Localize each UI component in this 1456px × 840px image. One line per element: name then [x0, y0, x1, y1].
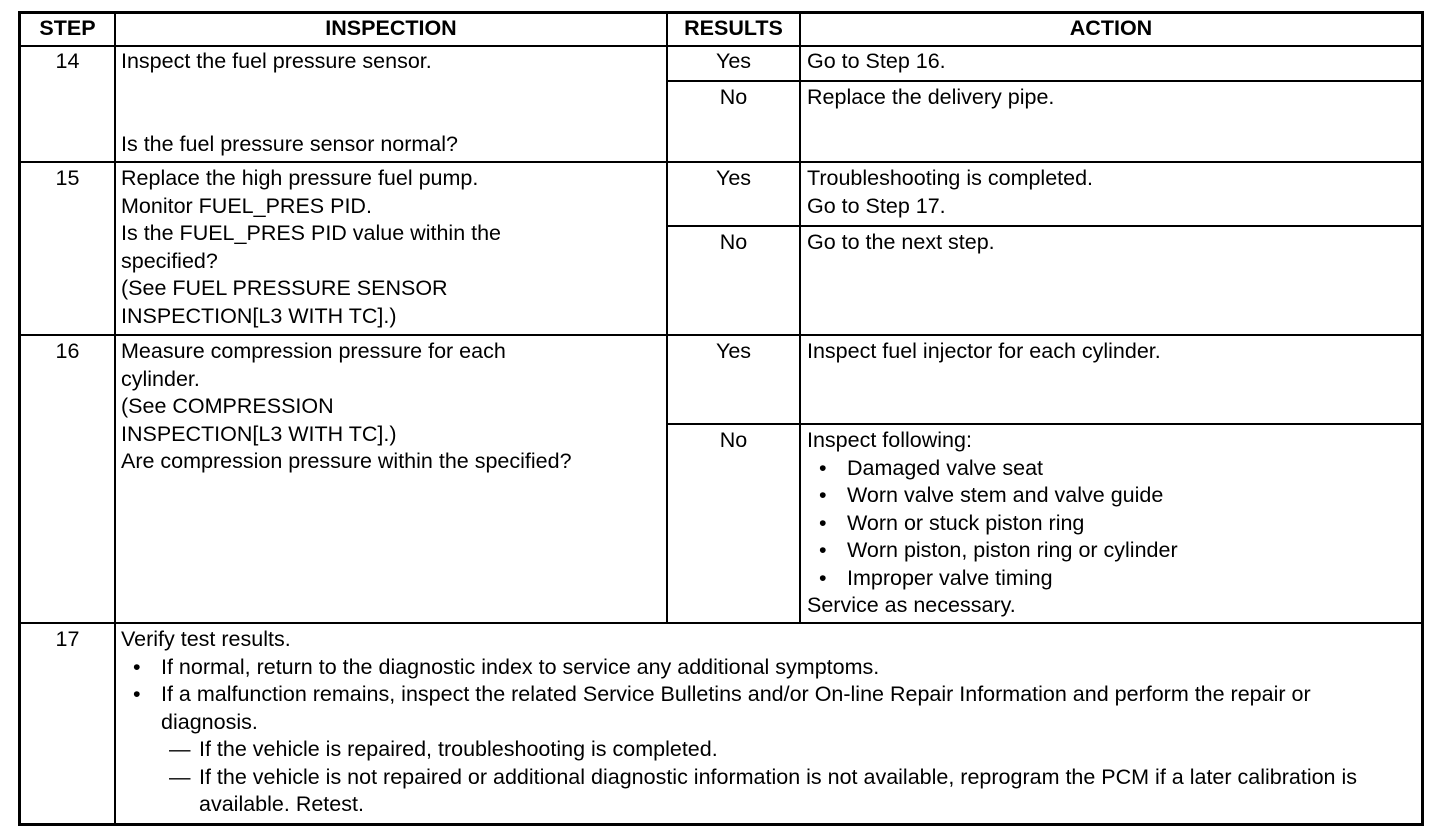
- action-no: [807, 427, 1417, 620]
- result-yes: Yes: [715, 166, 752, 190]
- header-step: STEP: [39, 16, 96, 40]
- action-line: Go to Step 17.: [807, 193, 946, 218]
- sub-list-item: [121, 764, 1411, 819]
- step-number: 17: [55, 627, 80, 651]
- row-divider: [666, 423, 1421, 425]
- action-yes: [807, 165, 1417, 220]
- sub-list-item: [121, 736, 1411, 764]
- action-yes: Inspect fuel injector for each cylinder.: [807, 339, 1161, 363]
- header-inspection: INSPECTION: [325, 16, 457, 40]
- list-item: • Worn piston, piston ring or cylinder: [807, 537, 1417, 565]
- list-item: • Worn valve stem and valve guide: [807, 482, 1417, 510]
- inspection-line: Is the FUEL_PRES PID value within the specified?: [121, 221, 502, 273]
- inspection-line: Inspect the fuel pressure sensor.: [121, 49, 432, 73]
- step-number: 14: [55, 49, 80, 73]
- final-instructions: [121, 626, 1411, 819]
- action-no: Replace the delivery pipe.: [807, 85, 1055, 109]
- row-divider: [666, 80, 1421, 82]
- column-divider: [114, 623, 116, 826]
- inspection-line: Measure compression pressure for each cylinder.: [121, 339, 506, 391]
- inspection-text: [121, 165, 591, 330]
- header-action: ACTION: [1069, 16, 1153, 40]
- result-yes: Yes: [715, 49, 752, 73]
- list-item: • Damaged valve seat: [807, 455, 1417, 483]
- action-outro: Service as necessary.: [807, 593, 1016, 617]
- inspection-line: Monitor FUEL_PRES PID.: [121, 193, 372, 218]
- inspection-line: Replace the high pressure fuel pump.: [121, 166, 479, 190]
- column-divider: [114, 14, 116, 623]
- action-no: Go to the next step.: [807, 230, 995, 254]
- inspection-text: [121, 338, 661, 476]
- row-divider: [21, 622, 1421, 624]
- list-item: • Worn or stuck piston ring: [807, 510, 1417, 538]
- list-item: • If a malfunction remains, inspect the related Service Bulletins and/or On-line Repair Information and perform the repair or diagnosis.: [121, 681, 1411, 736]
- result-no: No: [719, 85, 748, 109]
- inspection-line: (See COMPRESSION INSPECTION[L3 WITH TC].): [121, 394, 397, 446]
- result-no: No: [719, 428, 748, 452]
- instructions-intro: Verify test results.: [121, 627, 291, 651]
- list-item: • Improper valve timing: [807, 565, 1417, 593]
- row-divider: [666, 225, 1421, 227]
- row-divider: [21, 334, 1421, 336]
- dash-mark: —: [169, 737, 191, 761]
- step-number: 16: [55, 339, 80, 363]
- sub-list-text: If the vehicle is not repaired or additional diagnostic information is not available, reprogram the PCM if a later calibration is available. Retest.: [199, 764, 1358, 816]
- inspection-text: [121, 48, 661, 76]
- result-no: No: [719, 230, 748, 254]
- result-yes: Yes: [715, 339, 752, 363]
- sub-list-text: If the vehicle is repaired, troubleshooting is completed.: [199, 737, 718, 761]
- diagnostic-table: [18, 11, 1424, 826]
- inspection-line: (See FUEL PRESSURE SENSOR INSPECTION[L3 WITH TC].): [121, 276, 448, 328]
- header-results: RESULTS: [684, 16, 783, 40]
- inspection-line: Are compression pressure within the specified?: [121, 449, 572, 473]
- action-intro: Inspect following:: [807, 428, 972, 452]
- list-item: • If normal, return to the diagnostic index to service any additional symptoms.: [121, 654, 1411, 682]
- action-line: Troubleshooting is completed.: [807, 166, 1094, 190]
- row-divider: [21, 161, 1421, 163]
- action-yes: Go to Step 16.: [807, 49, 946, 73]
- step-number: 15: [55, 166, 80, 190]
- dash-mark: —: [169, 764, 191, 789]
- column-divider: [799, 14, 801, 623]
- row-divider: [21, 45, 1421, 47]
- inspection-question: Is the fuel pressure sensor normal?: [121, 132, 458, 156]
